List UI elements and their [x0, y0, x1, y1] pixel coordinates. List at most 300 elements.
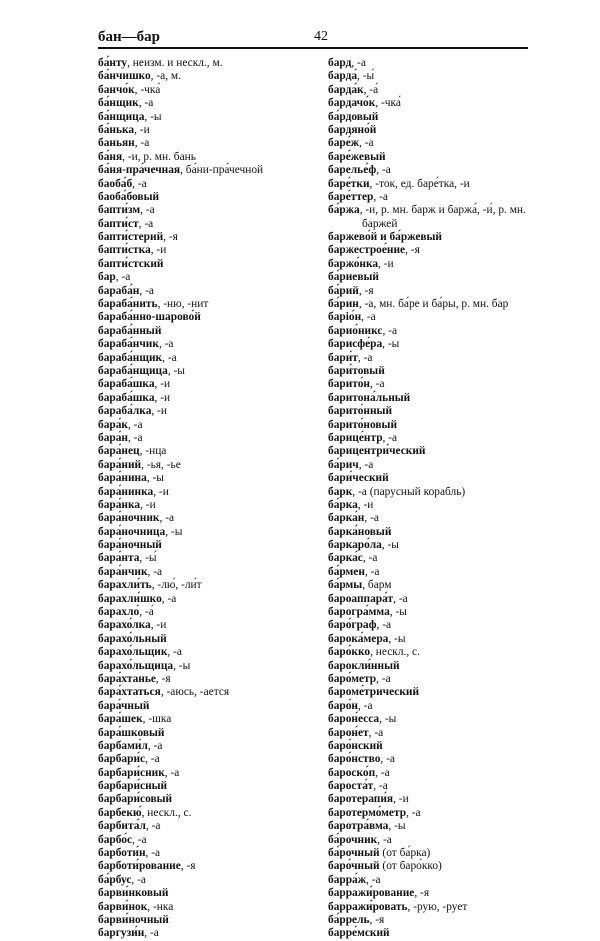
entry-headword: бараба́нщица: [98, 364, 168, 377]
dictionary-entry: [328, 753, 563, 766]
entry-headword: ба́рин: [328, 298, 359, 311]
dictionary-entry: [98, 860, 333, 873]
dictionary-entry: [328, 847, 563, 860]
entry-grammar: , -и: [393, 793, 409, 806]
dictionary-entry: [328, 727, 563, 740]
entry-grammar: , -ы: [381, 539, 399, 552]
entry-grammar: , -а: [139, 284, 154, 297]
entry-headword: бара́нчик: [98, 565, 148, 578]
dictionary-entry: [328, 566, 563, 579]
dictionary-entry: [328, 874, 563, 887]
dictionary-entry: [98, 834, 333, 847]
entry-headword: барбари́сный: [98, 780, 168, 793]
entry-headword: барито́н: [328, 378, 370, 391]
entry-headword: барахо́льщик: [98, 646, 168, 659]
dictionary-entry: [328, 178, 563, 191]
entry-headword: бара́чный: [98, 699, 150, 712]
entry-headword: ба́нчишко: [98, 70, 151, 83]
dictionary-entry: [98, 593, 333, 606]
dictionary-entry: [328, 338, 563, 351]
entry-headword: бапти́стерий: [98, 231, 164, 244]
dictionary-entry: [328, 820, 563, 833]
entry-headword: баргузи́н: [98, 927, 145, 940]
entry-grammar: , -чка́: [134, 83, 161, 96]
dictionary-entry: [98, 927, 333, 940]
entry-grammar: , -ы: [144, 110, 162, 123]
entry-headword: барви́ночный: [98, 914, 169, 926]
entry-headword: барахли́шко: [98, 592, 162, 605]
entry-headword: баріо́н: [328, 311, 362, 324]
entry-headword: барогра́мма: [328, 606, 390, 619]
dictionary-entry: [98, 445, 333, 458]
dictionary-entry: [98, 378, 333, 391]
entry-headword: бара́ночный: [98, 539, 162, 552]
entry-headword: баоба́б: [98, 177, 133, 190]
entry-grammar: , -шка: [142, 713, 172, 726]
dictionary-entry: [328, 793, 563, 806]
dictionary-entry: [328, 352, 563, 365]
entry-headword: баоба́бовый: [98, 190, 160, 203]
entry-headword: ба́ржа: [328, 204, 360, 217]
dictionary-entry: [98, 419, 333, 432]
dictionary-entry: [328, 151, 563, 164]
entry-grammar: , -я: [163, 231, 178, 244]
dictionary-entry: [98, 70, 333, 83]
entry-headword: бапти́стский: [98, 257, 164, 270]
entry-grammar: , -а: [393, 592, 408, 605]
entry-grammar: (от ба́рка): [379, 847, 431, 860]
entry-grammar: , -а: [158, 338, 174, 351]
entry-headword: барбари́сник: [98, 766, 165, 779]
entry-grammar: , -а: [361, 311, 376, 324]
dictionary-entry: [328, 137, 563, 150]
dictionary-entry: [98, 807, 333, 820]
entry-headword: барахли́ть: [98, 579, 152, 592]
dictionary-entry: [98, 97, 333, 110]
entry-grammar: , -а́: [139, 606, 154, 619]
entry-grammar: , -аюсь, -ается: [160, 686, 230, 699]
entry-grammar: , -и: [150, 244, 167, 257]
dictionary-entry: [328, 552, 563, 565]
entry-grammar: , -и: [140, 498, 156, 511]
dictionary-entry: [328, 780, 563, 793]
dictionary-entry: [98, 646, 333, 659]
dictionary-entry: [328, 311, 563, 324]
entry-headword: ба́рка: [328, 498, 358, 511]
entry-grammar: , -я: [369, 914, 385, 926]
dictionary-entry: [98, 338, 333, 351]
entry-headword: банчо́к: [98, 83, 135, 96]
entry-headword: барбари́с: [98, 753, 146, 766]
dictionary-entry: [98, 780, 333, 793]
entry-headword: бапти́ст: [98, 217, 139, 230]
dictionary-entry: [328, 204, 563, 217]
entry-headword: барка́новый: [328, 525, 392, 538]
entry-headword: бара́н: [98, 431, 128, 444]
entry-grammar: , -а: [380, 753, 395, 766]
entry-headword: ба́нту: [98, 57, 128, 69]
dictionary-entry: [98, 753, 333, 766]
entry-grammar: , -а: [357, 351, 373, 364]
dictionary-entry: [328, 606, 563, 619]
entry-headword: баржево́й и ба́ржевый: [328, 231, 442, 244]
entry-headword: бара́шек: [98, 713, 143, 726]
entry-headword: барисфе́ра: [328, 338, 383, 351]
entry-grammar: , -а: [373, 780, 388, 793]
dictionary-entry: [328, 392, 563, 405]
dictionary-entry: [328, 834, 563, 847]
entry-headword: барелье́ф: [328, 164, 377, 177]
entry-headword: бароско́п: [328, 766, 376, 779]
dictionary-entry: [98, 137, 333, 150]
entry-grammar: , -а: [357, 699, 373, 712]
entry-headword: бари́товый: [328, 364, 385, 377]
dictionary-entry: [98, 820, 333, 833]
dictionary-entry: [328, 365, 563, 378]
entry-headword: баре́жевый: [328, 150, 386, 163]
dictionary-entry: [98, 713, 333, 726]
entry-grammar: , -а: [161, 592, 177, 605]
entry-headword: бара́хтаться: [98, 686, 161, 699]
right-column: [328, 57, 563, 941]
entry-grammar: , -ы: [146, 472, 164, 485]
dictionary-entry: [98, 539, 333, 552]
entry-headword: баржо́нка: [328, 257, 379, 270]
entry-headword: барбами́л: [98, 739, 148, 752]
dictionary-entry: [98, 244, 333, 257]
entry-headword: бара́хтанье: [98, 672, 156, 685]
entry-grammar: , -а: [164, 766, 180, 779]
dictionary-entry: [98, 432, 333, 445]
entry-grammar: , нескл., с.: [370, 646, 420, 659]
entry-headword: барбита́л: [98, 820, 146, 833]
entry-grammar: , -ы: [382, 338, 400, 351]
entry-headword: барботи́рование: [98, 860, 181, 873]
entry-grammar: , -а́: [363, 83, 379, 96]
entry-headword: бара́нта: [98, 552, 140, 565]
entry-headword: бара́нка: [98, 498, 141, 511]
entry-headword: ба́рич: [328, 458, 359, 471]
dictionary-entry: [98, 700, 333, 713]
dictionary-entry: [98, 874, 333, 887]
entry-grammar: , -нца: [139, 445, 167, 458]
entry-headword: ба́рочник: [328, 833, 378, 846]
entry-headword: барражи́ровать: [328, 900, 408, 913]
dictionary-entry: [98, 258, 333, 271]
dictionary-entry: [98, 914, 333, 927]
dictionary-entry: [328, 486, 563, 499]
entry-headword: барахло́: [98, 606, 140, 619]
entry-grammar: , -а: [162, 351, 177, 364]
entry-grammar: , -я: [358, 284, 374, 297]
entry-headword: бара́ний: [98, 458, 142, 471]
dictionary-entry: [328, 512, 563, 525]
entry-headword: бара́к: [98, 418, 128, 431]
entry-headword: баро́кко: [328, 646, 371, 659]
entry-headword: бараба́шка: [98, 391, 155, 404]
entry-grammar: , -и: [378, 257, 394, 270]
dictionary-entry: [328, 646, 563, 659]
entry-headword: барито́нный: [328, 405, 393, 418]
dictionary-entry: [328, 927, 563, 940]
entry-headword: бараба́нить: [98, 298, 158, 311]
dictionary-entry: [98, 660, 333, 673]
dictionary-entry: [328, 579, 563, 592]
entry-headword: барка́с: [328, 552, 363, 565]
entry-headword: бараба́нный: [98, 324, 162, 337]
entry-grammar: , -а, м.: [150, 70, 181, 83]
entry-headword: бараба́нно-шарово́й: [98, 311, 201, 324]
page-number: 42: [314, 29, 328, 44]
dictionary-entry: [98, 325, 333, 338]
entry-grammar: , -а: [147, 565, 163, 578]
entry-headword: баро́чный: [328, 860, 380, 873]
entry-headword: бара́шковый: [98, 726, 165, 739]
entry-headword: баро́нство: [328, 753, 381, 766]
dictionary-entry: [328, 111, 563, 124]
dictionary-entry: [328, 231, 563, 244]
entry-grammar: , -а: [145, 847, 161, 860]
entry-grammar: , -а: [375, 766, 390, 779]
entry-grammar: , -а: [147, 739, 163, 752]
dictionary-entry: [98, 365, 333, 378]
dictionary-entry: [98, 392, 333, 405]
dictionary-entry: [98, 606, 333, 619]
entry-grammar: , -и: [154, 378, 171, 391]
entry-grammar: , -я: [155, 672, 171, 685]
entry-headword: бараба́нщик: [98, 351, 163, 364]
entry-headword: барда́к: [328, 83, 364, 96]
entry-grammar: , -и: [357, 498, 374, 511]
entry-headword: ба́рочный: [328, 847, 380, 860]
entry-grammar: , -и: [153, 485, 169, 498]
dictionary-entry: [98, 84, 333, 97]
dictionary-entry: [328, 191, 563, 204]
entry-grammar: , -ню, -нит: [157, 298, 209, 311]
entry-grammar: , -ы: [379, 713, 397, 726]
entry-headword: баротермо́метр: [328, 806, 407, 819]
entry-grammar: , -и, р. мн. барж и баржа́, -и́, р. мн.: [359, 204, 526, 217]
entry-headword: барито́новый: [328, 418, 398, 431]
entry-headword: бара́ночница: [98, 525, 166, 538]
entry-grammar: , -а: [131, 873, 146, 886]
entry-grammar: , -ы: [388, 820, 406, 833]
dictionary-entry: [98, 566, 333, 579]
entry-grammar: , -а: [132, 177, 147, 190]
dictionary-entry: [328, 97, 563, 110]
dictionary-entry: [98, 204, 333, 217]
entry-grammar: (от баро́кко): [379, 860, 442, 873]
entry-grammar: , -лю́, -ли́т: [151, 579, 202, 592]
entry-headword: баритона́льный: [328, 391, 411, 404]
entry-headword: барахо́лка: [98, 619, 151, 632]
entry-headword: баре́тки: [328, 177, 370, 190]
entry-headword: ба́нщик: [98, 97, 139, 110]
entry-headword: барре́мский: [328, 927, 390, 940]
dictionary-entry: [328, 419, 563, 432]
entry-headword: барка́н: [328, 512, 365, 525]
entry-headword: барк: [328, 485, 353, 498]
dictionary-entry: [98, 271, 333, 284]
dictionary-entry: [98, 740, 333, 753]
entry-grammar: , -а: [132, 833, 147, 846]
dictionary-entry: [328, 271, 563, 284]
dictionary-entry: [98, 352, 333, 365]
entry-grammar: , -и: [150, 619, 167, 632]
dictionary-entry: [328, 526, 563, 539]
entry-grammar: , -а: [351, 57, 366, 69]
entry-headword: баро́н: [328, 699, 358, 712]
entry-headword: бара́ночник: [98, 512, 160, 525]
entry-headword: барон́есса: [328, 713, 380, 726]
dictionary-entry: [328, 218, 563, 231]
entry-grammar: , -а: [376, 672, 391, 685]
entry-headword: бараба́н: [98, 284, 140, 297]
dictionary-entry: [98, 686, 333, 699]
entry-grammar: , неизм. и нескл., м.: [127, 57, 223, 69]
dictionary-entry: [98, 231, 333, 244]
entry-grammar: , -и: [134, 123, 150, 136]
dictionary-entry: [98, 579, 333, 592]
entry-headword: баркаро́ла: [328, 539, 382, 552]
entry-grammar: , -и: [154, 391, 171, 404]
entry-grammar: , -а: [359, 137, 374, 150]
dictionary-entry: [328, 700, 563, 713]
entry-headword: баро́метр: [328, 672, 377, 685]
entry-grammar: , ба́ни-пра́чечной: [180, 164, 264, 177]
entry-grammar: , -ы: [173, 659, 191, 672]
entry-grammar: , -а: [382, 431, 398, 444]
dictionary-entry: [98, 512, 333, 525]
dictionary-entry: [98, 111, 333, 124]
entry-grammar: , -а: [366, 873, 381, 886]
dictionary-entry: [328, 285, 563, 298]
entry-grammar: , -а: [377, 833, 392, 846]
entry-grammar: , -а: [376, 164, 391, 177]
entry-headword: ба́нщица: [98, 110, 145, 123]
dictionary-entry: [98, 767, 333, 780]
dictionary-entry: [98, 298, 333, 311]
entry-headword: бапти́стка: [98, 244, 151, 257]
entry-headword: барви́нок: [98, 900, 148, 913]
entry-grammar: , -а: [127, 418, 143, 431]
entry-headword: бароста́т: [328, 780, 374, 793]
entry-grammar: , -я: [180, 860, 196, 873]
entry-headword: бароаппара́т: [328, 592, 394, 605]
dictionary-entry: [98, 164, 333, 177]
entry-grammar: , -я: [405, 244, 420, 257]
dictionary-entry: [98, 619, 333, 632]
entry-headword: ба́нька: [98, 123, 135, 136]
dictionary-entry: [98, 191, 333, 204]
entry-headword: бараба́шка: [98, 378, 155, 391]
entry-headword: ба́ня: [98, 150, 123, 163]
entry-headword: ба́риевый: [328, 271, 379, 284]
dictionary-entry: [328, 405, 563, 418]
entry-headword: бара́нинка: [98, 485, 154, 498]
entry-headword: барахо́льный: [98, 632, 167, 645]
entry-grammar: , -а: [115, 271, 131, 284]
entry-headword: бардачо́к: [328, 97, 376, 110]
dictionary-entry: [98, 847, 333, 860]
entry-grammar: , -а: [134, 137, 150, 150]
dictionary-entry: [328, 593, 563, 606]
entry-grammar: , барм: [362, 579, 392, 592]
entry-headword: ба́рий: [328, 284, 359, 297]
entry-headword: ба́ррель: [328, 914, 370, 926]
dictionary-entry: [328, 767, 563, 780]
entry-grammar: , -а: [127, 431, 143, 444]
entry-headword: бардяно́й: [328, 123, 377, 136]
entry-grammar: , -а: [138, 97, 154, 110]
entry-headword: бар: [98, 271, 116, 284]
entry-grammar: , -и: [151, 405, 167, 418]
entry-headword: баро́нский: [328, 739, 383, 752]
entry-headword: барбари́совый: [98, 793, 173, 806]
entry-grammar: , -ы́: [357, 70, 375, 83]
entry-grammar: , -ы: [389, 606, 407, 619]
entry-headword: бард: [328, 57, 352, 69]
entry-headword: барио́никс: [328, 324, 383, 337]
dictionary-entry: [98, 472, 333, 485]
dictionary-entry: [98, 285, 333, 298]
entry-grammar: , -а (парусный корабль): [352, 485, 466, 498]
entry-grammar: , -а: [364, 512, 379, 525]
entry-headword: бара́нина: [98, 472, 147, 485]
dictionary-entry: [328, 901, 563, 914]
dictionary-entry: [328, 378, 563, 391]
entry-grammar: , -а: [145, 753, 160, 766]
entry-headword: баре́ж: [328, 137, 360, 150]
entry-headword: баньян: [98, 137, 135, 150]
entry-headword: баро́граф: [328, 619, 377, 632]
dictionary-entry: [328, 57, 563, 70]
entry-grammar: , -ток, ед. баре́тка, -и: [369, 177, 470, 190]
entry-grammar: , -а, мн. ба́ре и ба́ры, р. мн. бар: [358, 298, 509, 311]
dictionary-entry: [328, 164, 563, 177]
entry-grammar: , -ья, -ье: [141, 458, 181, 471]
entry-headword: барражи́рование: [328, 887, 415, 900]
entry-grammar: , -а: [382, 324, 397, 337]
dictionary-entry: [328, 124, 563, 137]
dictionary-entry: [98, 901, 333, 914]
entry-headword: бароме́трический: [328, 686, 420, 699]
dictionary-entry: [328, 84, 563, 97]
dictionary-entry: [328, 258, 563, 271]
entry-grammar: , -а: [138, 217, 154, 230]
dictionary-entry: [98, 57, 333, 70]
entry-headword: барви́нковый: [98, 887, 169, 900]
entry-headword: барбекю́: [98, 806, 142, 819]
entry-headword: баржестрое́ние: [328, 244, 406, 257]
entry-headword: ба́ня-пра́чечная: [98, 164, 181, 177]
entry-grammar: , нескл., с.: [141, 806, 192, 819]
dictionary-entry: [328, 660, 563, 673]
entry-headword: ба́рдовый: [328, 110, 379, 123]
dictionary-entry: [98, 311, 333, 324]
entry-headword: бари́ческий: [328, 472, 389, 485]
dictionary-entry: [328, 539, 563, 552]
entry-grammar: , -а: [406, 806, 421, 819]
entry-headword: барокли́нный: [328, 659, 400, 672]
dictionary-entry: [98, 633, 333, 646]
dictionary-entry: [328, 713, 563, 726]
entry-grammar: , -и, р. мн. бань: [122, 150, 196, 163]
dictionary-entry: [98, 887, 333, 900]
entry-grammar: , -а: [362, 552, 378, 565]
entry-grammar: , -ы́: [139, 552, 157, 565]
entry-headword: бараба́лка: [98, 405, 152, 418]
